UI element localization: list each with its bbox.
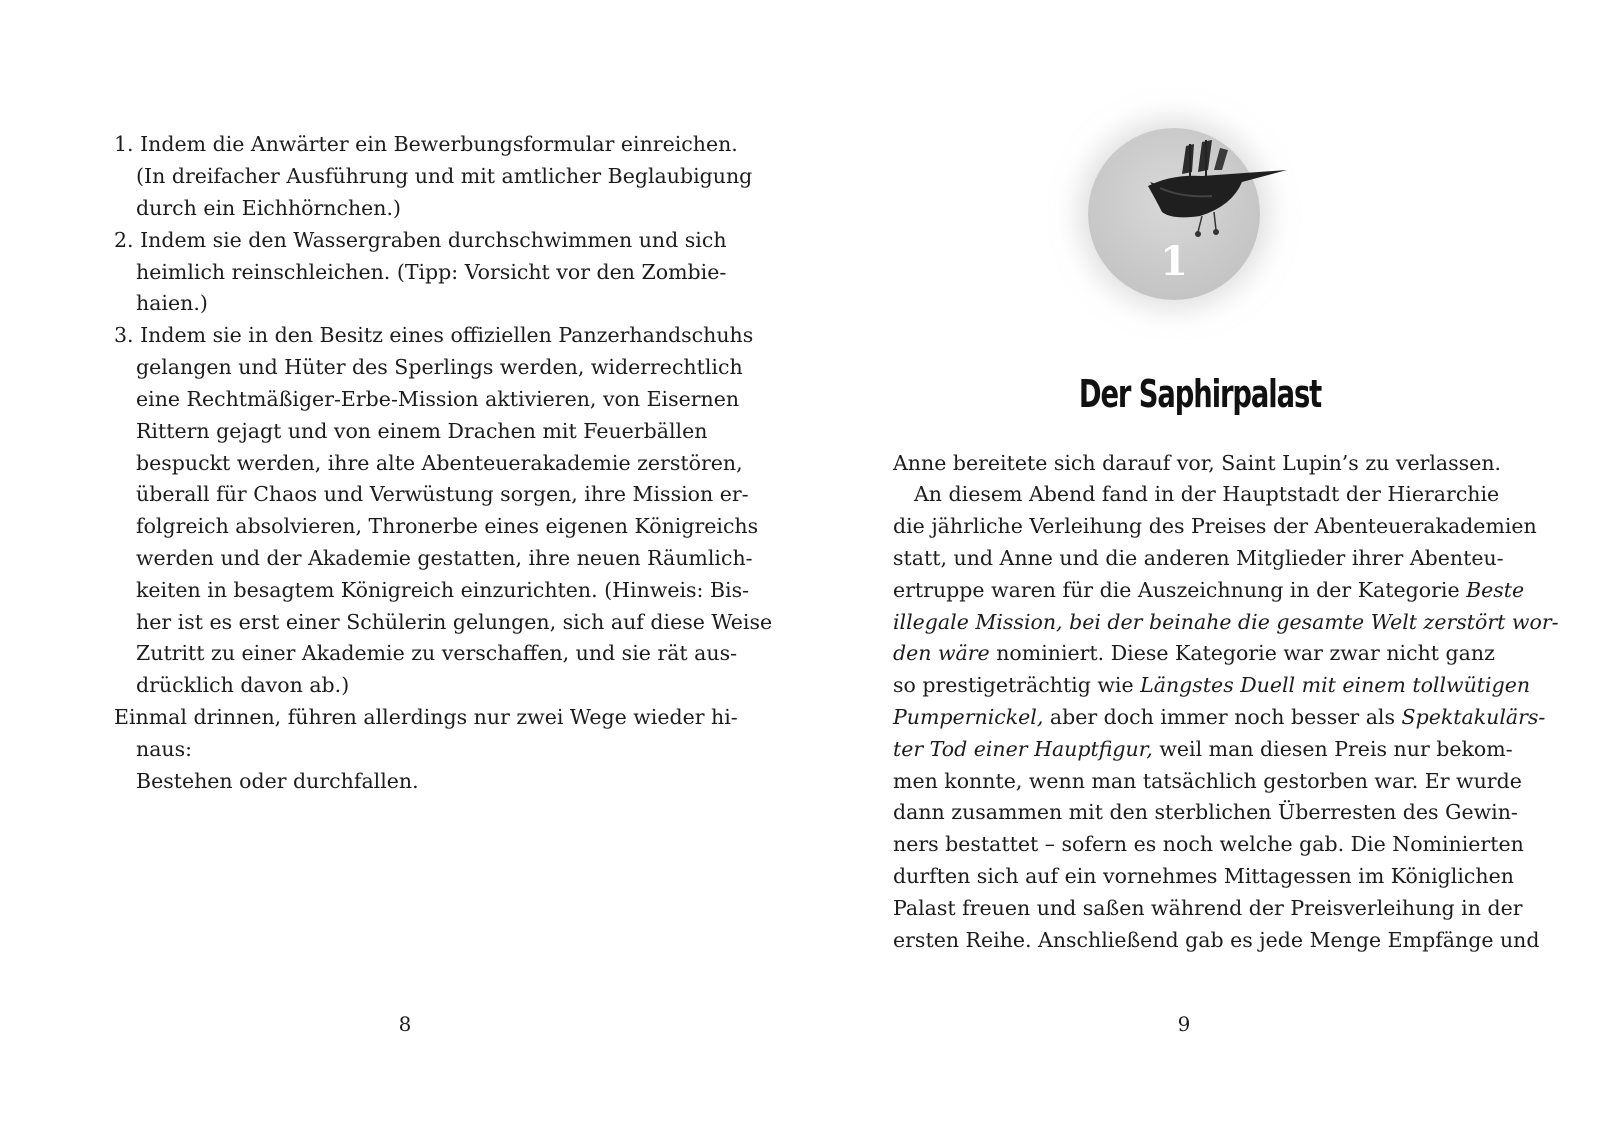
text-line: gelangen und Hüter des Sperlings werden, widerrechtlich — [136, 355, 743, 379]
text-line — [893, 733, 1513, 765]
chapter-number: 1 — [1160, 238, 1188, 285]
text-line: Zutritt zu einer Akademie zu verschaffen, und sie rät aus- — [136, 641, 738, 665]
text-line: heimlich reinschleichen. (Tipp: Vorsicht vor den Zombie- — [136, 260, 727, 284]
text-line: naus: — [136, 737, 193, 761]
text-line: überall für Chaos und Verwüstung sorgen, ihre Mission er- — [136, 482, 749, 506]
italic-segment: ter Tod einer Hauptfigur, — [893, 737, 1153, 761]
text-segment: weil man diesen Preis nur bekom- — [1152, 737, 1513, 761]
text-line — [893, 574, 1525, 606]
text-line: Anne bereitete sich darauf vor, Saint Lupin’s zu verlassen. — [893, 451, 1502, 475]
text-line: 1. Indem die Anwärter ein Bewerbungsformular einreichen. — [114, 132, 738, 156]
italic-segment: Längstes Duell mit einem tollwütigen — [1140, 673, 1531, 697]
text-line: die jährliche Verleihung des Preises der Abenteuerakademien — [893, 514, 1537, 538]
text-line — [893, 669, 1531, 701]
italic-segment: Spektakulärs- — [1401, 705, 1546, 729]
text-line: illegale Mission, bei der beinahe die gesamte Welt zerstört wor- — [893, 610, 1559, 634]
text-line: her ist es erst einer Schülerin gelungen, sich auf diese Weise — [136, 610, 773, 634]
text-line: statt, und Anne und die anderen Mitglieder ihrer Abenteu- — [893, 546, 1504, 570]
text-line: men konnte, wenn man tatsächlich gestorben war. Er wurde — [893, 769, 1522, 793]
chapter-badge — [1088, 128, 1260, 300]
text-line: (In dreifacher Ausführung und mit amtlicher Beglaubigung — [136, 164, 753, 188]
text-segment: so prestigeträchtig wie — [893, 673, 1141, 697]
text-line: An diesem Abend fand in der Hauptstadt der Hierarchie — [914, 482, 1500, 506]
italic-segment: Beste — [1466, 578, 1525, 602]
text-line: keiten in besagtem Königreich einzurichten. (Hinweis: Bis- — [136, 578, 750, 602]
text-line: werden und der Akademie gestatten, ihre neuen Räumlich- — [136, 546, 753, 570]
text-segment: aber doch immer noch besser als — [1043, 705, 1402, 729]
text-line: 3. Indem sie in den Besitz eines offiziellen Panzerhandschuhs — [114, 323, 754, 347]
text-line: ners bestattet – sofern es noch welche gab. Die Nominierten — [893, 832, 1524, 856]
chapter-title: Der Saphirpalast — [1078, 372, 1322, 416]
text-line — [893, 637, 1495, 669]
text-line: Einmal drinnen, führen allerdings nur zwei Wege wieder hi- — [114, 705, 738, 729]
text-line: durften sich auf ein vornehmes Mittagessen im Königlichen — [893, 864, 1514, 888]
text-line: folgreich absolvieren, Thronerbe eines eigenen Königreichs — [136, 514, 759, 538]
text-line: drücklich davon ab.) — [136, 673, 350, 697]
text-line: ersten Reihe. Anschließend gab es jede Menge Empfänge und — [893, 928, 1540, 952]
italic-segment: den wäre — [893, 641, 990, 665]
page-number: 9 — [1177, 1012, 1191, 1036]
text-line: Bestehen oder durchfallen. — [136, 769, 419, 793]
italic-segment: Pumpernickel, — [893, 705, 1044, 729]
text-segment: ertruppe waren für die Auszeichnung in der Kategorie — [893, 578, 1467, 602]
text-line: dann zusammen mit den sterblichen Überresten des Gewin- — [893, 800, 1518, 824]
text-line — [893, 701, 1546, 733]
text-line: Rittern gejagt und von einem Drachen mit Feuerbällen — [136, 419, 708, 443]
right-page — [800, 0, 1600, 1130]
text-segment: nominiert. Diese Kategorie war zwar nicht ganz — [989, 641, 1495, 665]
text-line: eine Rechtmäßiger-Erbe-Mission aktivieren, von Eisernen — [136, 387, 740, 411]
text-line: 2. Indem sie den Wassergraben durchschwimmen und sich — [114, 228, 727, 252]
text-line: bespuckt werden, ihre alte Abenteuerakademie zerstören, — [136, 451, 743, 475]
text-line: haien.) — [136, 291, 208, 315]
text-line: Palast freuen und saßen während der Preisverleihung in der — [893, 896, 1523, 920]
page-number: 8 — [398, 1012, 412, 1036]
airship-illustration — [1142, 140, 1292, 240]
text-line: durch ein Eichhörnchen.) — [136, 196, 402, 220]
